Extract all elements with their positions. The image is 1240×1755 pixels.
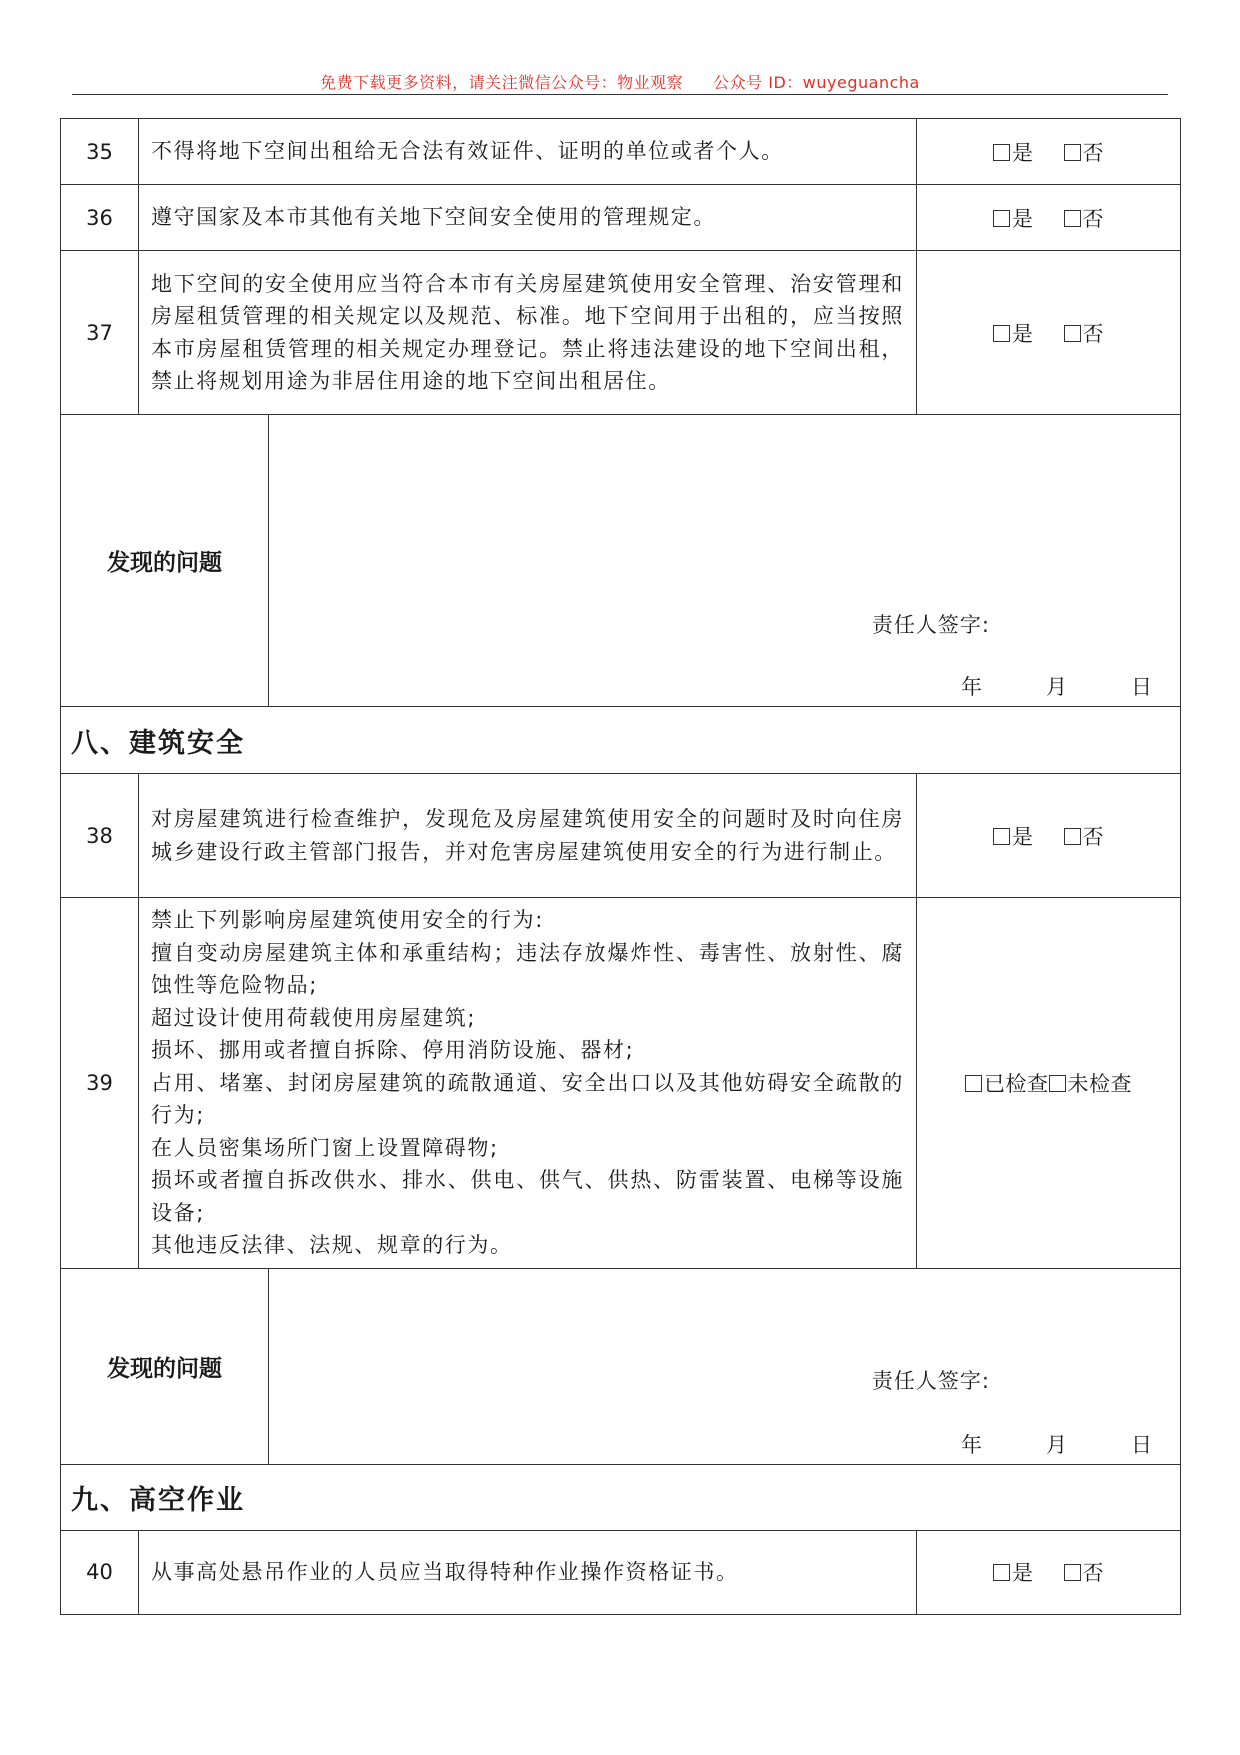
checked-label: 已检查	[984, 1071, 1049, 1096]
findings-entry-area[interactable]	[269, 1268, 1181, 1464]
yes-label: 是	[1012, 321, 1034, 346]
findings-entry-area[interactable]	[269, 415, 1181, 707]
no-label: 否	[1082, 140, 1104, 165]
table-row	[61, 119, 1181, 185]
item-number: 35	[61, 119, 139, 185]
item-text: 对房屋建筑进行检查维护，发现危及房屋建筑使用安全的问题时及时向住房城乡建设行政主管部门报告，并对危害房屋建筑使用安全的行为进行制止。	[139, 774, 917, 898]
section-title-building-safety: 八、建筑安全	[61, 707, 1181, 774]
yes-no-options	[917, 251, 1181, 415]
yes-no-options	[917, 774, 1181, 898]
item-number: 39	[61, 898, 139, 1269]
signature-label: 责任人签字:	[871, 613, 990, 637]
no-label: 否	[1082, 824, 1104, 849]
table-row	[61, 898, 1181, 1269]
list-item: 损坏、挪用或者擅自拆除、停用消防设施、器材;	[151, 1038, 635, 1062]
header-notice	[0, 70, 1240, 93]
item-text: 从事高处悬吊作业的人员应当取得特种作业操作资格证书。	[139, 1530, 917, 1614]
list-item: 禁止下列影响房屋建筑使用安全的行为:	[151, 908, 544, 932]
table-row	[61, 185, 1181, 251]
checked-checkbox[interactable]	[965, 1075, 982, 1092]
yes-label: 是	[1012, 824, 1034, 849]
day-label: 日	[1131, 675, 1152, 699]
list-item: 其他违反法律、法规、规章的行为。	[151, 1233, 513, 1257]
no-checkbox[interactable]	[1064, 1564, 1081, 1581]
day-label: 日	[1131, 1432, 1152, 1457]
item-number: 36	[61, 185, 139, 251]
findings-row	[61, 415, 1181, 707]
yes-checkbox[interactable]	[993, 144, 1010, 161]
findings-row	[61, 1268, 1181, 1464]
table-row	[61, 1530, 1181, 1614]
no-label: 否	[1082, 321, 1104, 346]
no-checkbox[interactable]	[1064, 325, 1081, 342]
list-item: 在人员密集场所门窗上设置障碍物;	[151, 1135, 499, 1160]
table-row	[61, 251, 1181, 415]
no-label: 否	[1082, 1561, 1104, 1585]
list-item: 占用、堵塞、封闭房屋建筑的疏散通道、安全出口以及其他妨碍安全疏散的行为;	[151, 1070, 904, 1127]
section-title-work-at-height: 九、高空作业	[61, 1464, 1181, 1530]
year-label: 年	[961, 1432, 982, 1457]
date-line	[961, 1429, 1152, 1459]
year-label: 年	[961, 675, 982, 699]
findings-label: 发现的问题	[61, 1268, 269, 1464]
item-text: 地下空间的安全使用应当符合本市有关房屋建筑使用安全管理、治安管理和房屋租赁管理的相关规定以及规范、标准。地下空间用于出租的，应当按照本市房屋租赁管理的相关规定办理登记。禁止将违法建设的地下空间出租，禁止将规划用途为非居住用途的地下空间出租居住。	[139, 251, 917, 415]
unchecked-label: 未检查	[1067, 1071, 1132, 1096]
yes-checkbox[interactable]	[993, 828, 1010, 845]
checked-options	[917, 898, 1181, 1269]
item-text: 不得将地下空间出租给无合法有效证件、证明的单位或者个人。	[139, 119, 917, 185]
yes-checkbox[interactable]	[993, 325, 1010, 342]
yes-label: 是	[1012, 1561, 1034, 1585]
list-item: 擅自变动房屋建筑主体和承重结构；违法存放爆炸性、毒害性、放射性、腐蚀性等危险物品;	[151, 940, 904, 997]
inspection-table	[60, 118, 1181, 1615]
item-text: 遵守国家及本市其他有关地下空间安全使用的管理规定。	[139, 185, 917, 251]
list-item: 损坏或者擅自拆改供水、排水、供电、供气、供热、防雷装置、电梯等设施设备;	[151, 1168, 904, 1225]
yes-no-options	[917, 119, 1181, 185]
month-label: 月	[1046, 1432, 1067, 1457]
unchecked-checkbox[interactable]	[1049, 1075, 1066, 1092]
yes-label: 是	[1012, 140, 1034, 165]
yes-no-options	[917, 1530, 1181, 1614]
yes-checkbox[interactable]	[993, 1564, 1010, 1581]
date-line	[961, 671, 1152, 701]
findings-label: 发现的问题	[61, 415, 269, 707]
yes-no-options	[917, 185, 1181, 251]
table-row	[61, 774, 1181, 898]
item-number: 38	[61, 774, 139, 898]
no-checkbox[interactable]	[1064, 828, 1081, 845]
section-row	[61, 707, 1181, 774]
header-notice-text: 免费下载更多资料，请关注微信公众号：物业观察	[320, 73, 684, 92]
header-account-id: 公众号 ID：wuyeguancha	[713, 73, 920, 92]
section-row	[61, 1464, 1181, 1530]
no-checkbox[interactable]	[1064, 144, 1081, 161]
item-number: 40	[61, 1530, 139, 1614]
header-divider	[72, 94, 1168, 95]
yes-checkbox[interactable]	[993, 210, 1010, 227]
yes-label: 是	[1012, 206, 1034, 231]
item-text-list	[139, 898, 917, 1269]
no-label: 否	[1082, 206, 1104, 231]
no-checkbox[interactable]	[1064, 210, 1081, 227]
list-item: 超过设计使用荷载使用房屋建筑;	[151, 1005, 477, 1030]
month-label: 月	[1046, 675, 1067, 699]
signature-label: 责任人签字:	[871, 1368, 990, 1393]
item-number: 37	[61, 251, 139, 415]
